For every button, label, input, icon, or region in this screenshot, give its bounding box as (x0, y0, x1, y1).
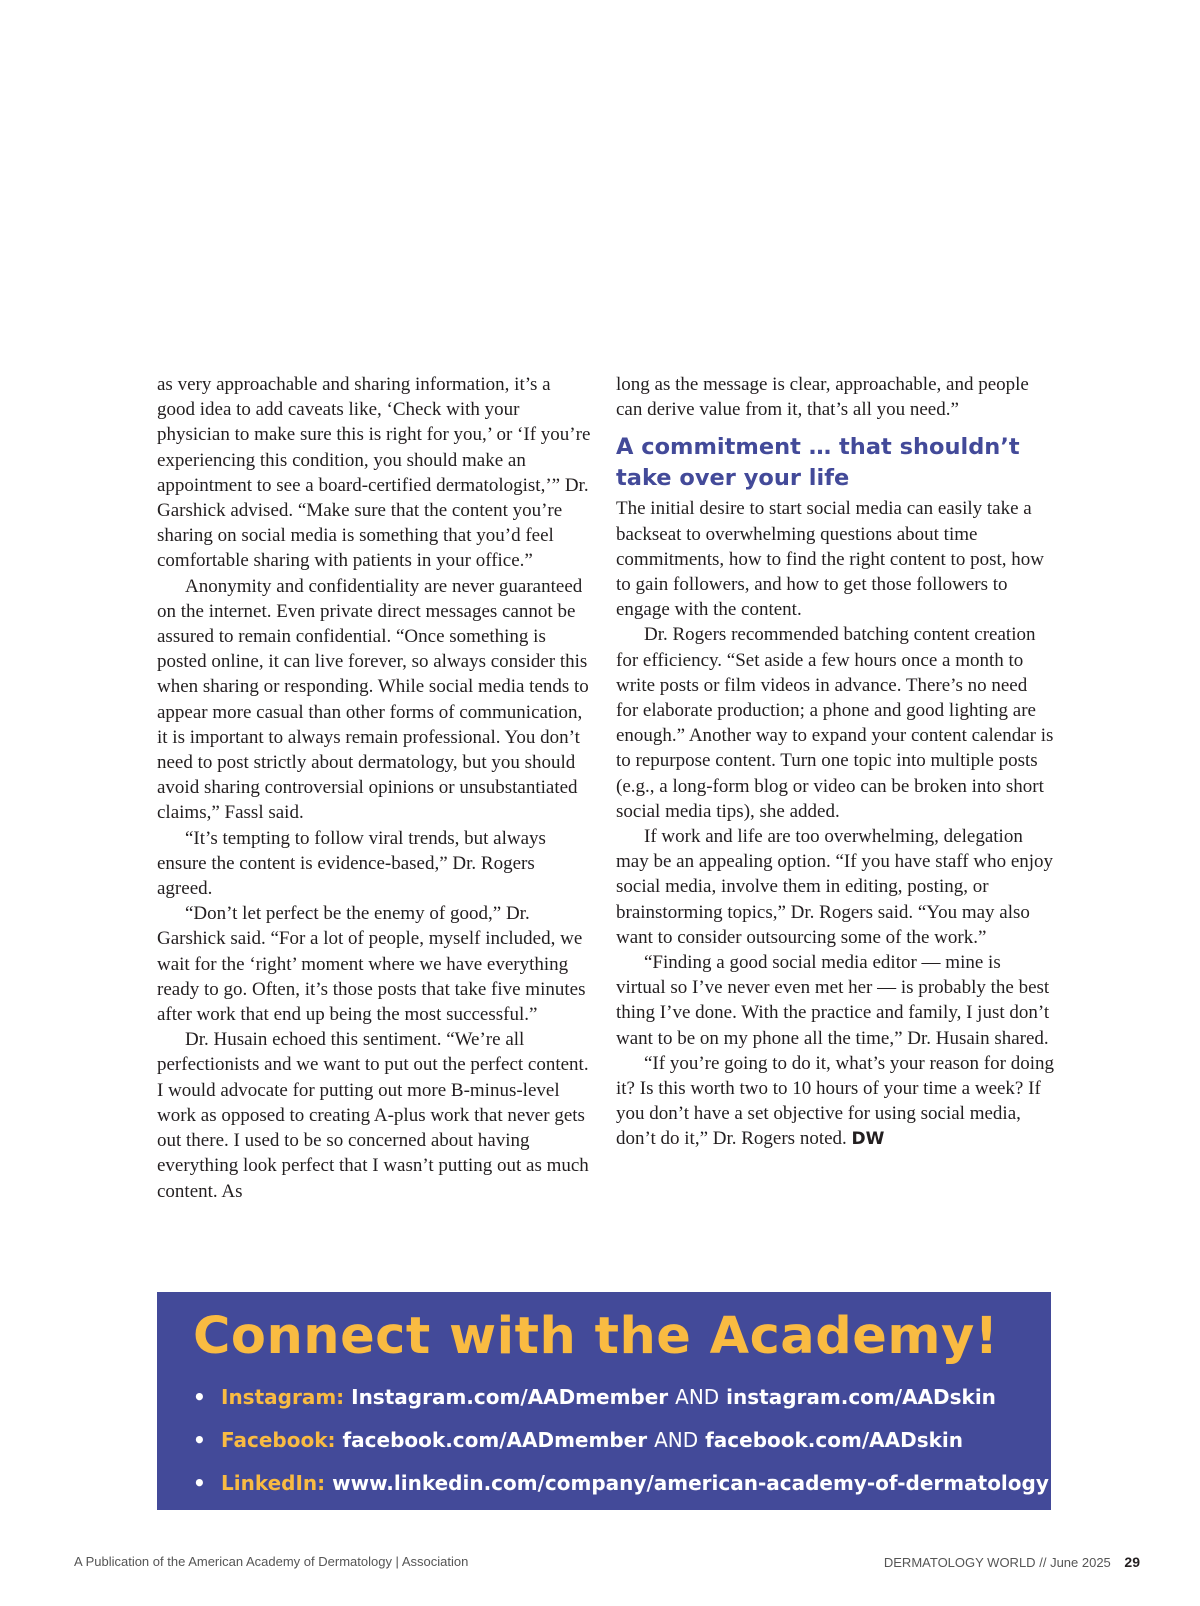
instagram-member-link[interactable]: Instagram.com/AADmember (351, 1385, 669, 1409)
facebook-skin-link[interactable]: facebook.com/AADskin (705, 1428, 963, 1452)
instagram-skin-link[interactable]: instagram.com/AADskin (726, 1385, 996, 1409)
facebook-member-link[interactable]: facebook.com/AADmember (342, 1428, 648, 1452)
article-right-column (616, 372, 1054, 1153)
issue-date: June 2025 (1050, 1555, 1111, 1570)
footer-publication-text: A Publication of the American Academy of Dermatology | Association (74, 1554, 469, 1569)
paragraph: long as the message is clear, approachable, and people can derive value from it, that’s all you need.” (616, 374, 1029, 421)
bullet-icon: • (193, 1385, 206, 1409)
magazine-name: DERMATOLOGY WORLD (883, 1555, 1036, 1570)
paragraph: Dr. Husain echoed this sentiment. “We’re all perfectionists and we want to put out the perfect content. I would advocate for putting out more B-minus-level work as opposed to creating A-plus work that never gets out there. I used to be so concerned about having everything look perfect that I wasn’t putting out as much content. As (157, 1029, 589, 1202)
bullet-icon: • (193, 1428, 206, 1452)
section-heading: A commitment … that shouldn’t take over your life (616, 434, 1020, 492)
paragraph (616, 1051, 1054, 1153)
paragraph: If work and life are too overwhelming, delegation may be an appealing option. “If you have staff who enjoy social media, involve them in editing, posting, or brainstorming topics,” Dr. Rogers said. “You may also want to consider outsourcing some of the work.” (616, 826, 1054, 948)
linkedin-label: LinkedIn: (221, 1471, 326, 1495)
footer-separator: // (1039, 1555, 1047, 1570)
dw-signoff: DW (851, 1129, 885, 1150)
article-left-column (157, 372, 593, 1204)
paragraph: as very approachable and sharing information, it’s a good idea to add caveats like, ‘Check with your physician to make sure this is right for you,’ or ‘If you’re experiencing this condition, you should make an appointment to see a board-certified dermatologist,’” Dr. Garshick advised. “Make sure that the content you’re sharing on social media is something that you’d feel comfortable sharing with patients in your office.” (157, 374, 591, 572)
bullet-icon: • (193, 1471, 206, 1495)
page-number: 29 (1124, 1554, 1140, 1570)
and-text: AND (675, 1385, 720, 1409)
paragraph: “It’s tempting to follow viral trends, but always ensure the content is evidence-based,” Dr. Rogers agreed. (157, 827, 546, 900)
and-text: AND (654, 1428, 699, 1452)
footer-issue-info (884, 1554, 1140, 1570)
facebook-label: Facebook: (221, 1428, 336, 1452)
paragraph: Dr. Rogers recommended batching content creation for efficiency. “Set aside a few hours once a month to write posts or film videos in advance. There’s no need for elaborate production; a phone and good lighting are enough.” Another way to expand your content calendar is to repurpose content. Turn one topic into multiple posts (e.g., a long-form blog or video can be broken into short social media tips), she added. (616, 624, 1054, 822)
linkedin-link[interactable]: www.linkedin.com/company/american-academy-of-dermatology (332, 1471, 1049, 1495)
list-item-linkedin (193, 1470, 1051, 1496)
paragraph: The initial desire to start social media can easily take a backseat to overwhelming questions about time commitments, how to find the right content to post, how to gain followers, and how to get those followers to engage with the content. (616, 498, 1044, 621)
paragraph: “Don’t let perfect be the enemy of good,” Dr. Garshick said. “For a lot of people, myself included, we wait for the ‘right’ moment where we have everything ready to go. Often, it’s those posts that take five minutes after work that end up being the most successful.” (157, 903, 586, 1026)
paragraph: Anonymity and confidentiality are never guaranteed on the internet. Even private direct messages cannot be assured to remain confidential. “Once something is posted online, it can live forever, so always consider this when sharing or responding. While social media tends to appear more casual than other forms of communication, it is important to always remain professional. You don’t need to post strictly about dermatology, but you should avoid sharing controversial opinions or unsubstantiated claims,” Fassl said. (157, 575, 589, 824)
paragraph-text: “If you’re going to do it, what’s your reason for doing it? Is this worth two to 10 hours of your time a week? If you don’t have a set objective for using social media, don’t do it,” Dr. Rogers noted. (616, 1052, 1054, 1150)
paragraph: “Finding a good social media editor — mine is virtual so I’ve never even met her — is probably the best thing I’ve done. With the practice and family, I just don’t want to be on my phone all the time,” Dr. Husain shared. (616, 952, 1050, 1049)
connect-callout-box (157, 1292, 1051, 1510)
callout-title: Connect with the Academy! (193, 1307, 999, 1366)
list-item-facebook (193, 1427, 1051, 1453)
instagram-label: Instagram: (221, 1385, 345, 1409)
social-links-list (193, 1384, 1051, 1496)
list-item-instagram (193, 1384, 1051, 1410)
